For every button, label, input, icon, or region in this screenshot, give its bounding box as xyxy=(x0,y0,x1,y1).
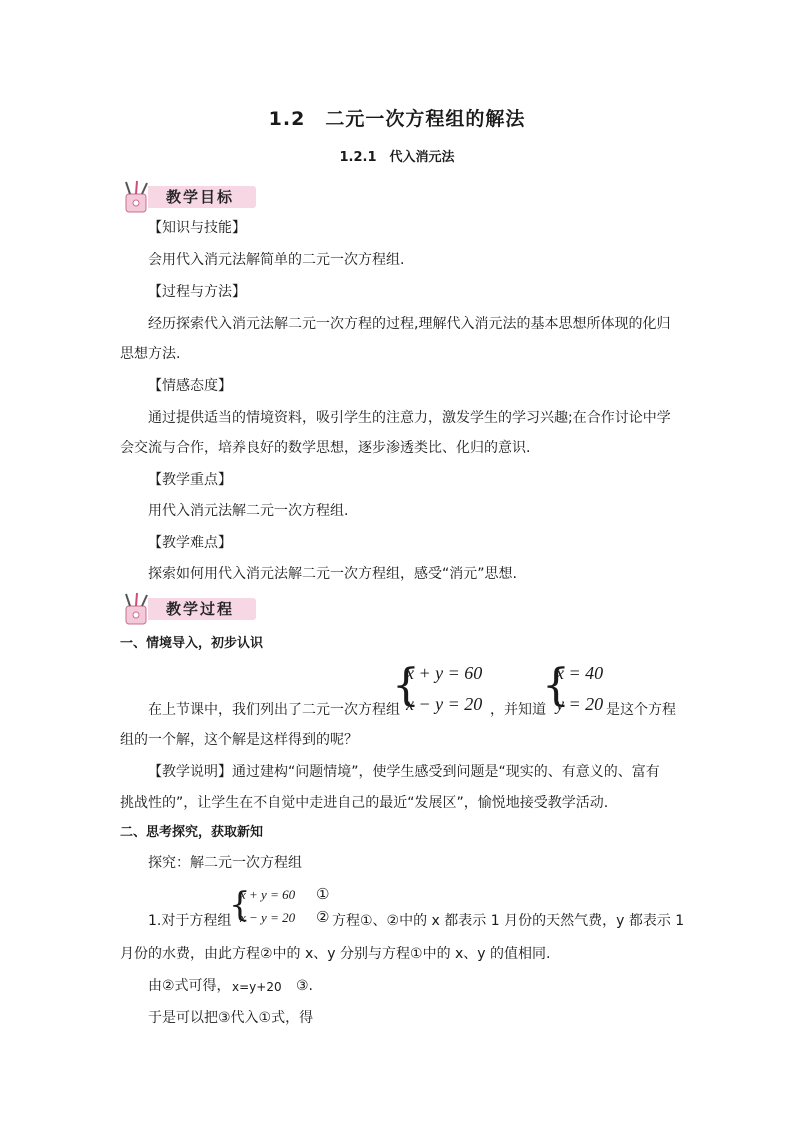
brace-system-2: { xyxy=(229,885,251,925)
section-2-heading: 二、思考探究，获取新知 xyxy=(120,825,264,840)
equation-system-2-line-2: x − y = 20 xyxy=(240,910,296,925)
attitude-text-1: 通过提供适当的情境资料，吸引学生的注意力，激发学生的学习兴趣;在合作讨论中学 xyxy=(148,410,671,426)
explore-title: 探究：解二元一次方程组 xyxy=(148,855,302,871)
item-1-text-line-2: 月份的水费，由此方程②中的 x、y 分别与方程①中的 x、y 的值相同. xyxy=(120,946,551,962)
brace-system-1: { xyxy=(392,660,420,711)
step-text-last: 于是可以把③代入①式，得 xyxy=(148,1010,314,1026)
section-1-heading: 一、情境导入，初步认识 xyxy=(120,636,264,651)
item-1-text-a: 1.对于方程组 xyxy=(148,913,232,929)
process-method-text-2: 思想方法. xyxy=(120,346,181,362)
difficulty-heading: 【教学难点】 xyxy=(148,535,232,551)
key-point-text: 用代入消元法解二元一次方程组. xyxy=(148,503,349,519)
attitude-text-2: 会交流与合作，培养良好的数学思想，逐步渗透类比、化归的意识. xyxy=(120,440,531,456)
equation-marker-2: ② xyxy=(316,908,330,926)
intro-text-b: ，并知道 xyxy=(490,702,546,718)
teaching-note-2: 挑战性的”，让学生在不自觉中走进自己的最近“发展区”，愉悦地接受教学活动. xyxy=(120,795,609,811)
brace-solution: { xyxy=(542,660,570,711)
solution-line-1: x = 40 xyxy=(556,663,604,683)
step-marker-3: ③. xyxy=(296,978,314,994)
page-subtitle: 1.2.1 代入消元法 xyxy=(339,150,455,165)
section-label-goals: 教学目标 xyxy=(166,188,235,206)
solution-line-2: y = 20 xyxy=(556,694,604,714)
knowledge-text: 会用代入消元法解简单的二元一次方程组. xyxy=(148,252,405,268)
equation-system-2-line-1: x + y = 60 xyxy=(240,887,296,902)
attitude-heading: 【情感态度】 xyxy=(148,378,232,394)
intro-text-a: 在上节课中，我们列出了二元一次方程组 xyxy=(148,702,400,718)
intro-text-line-2: 组的一个解，这个解是这样得到的呢？ xyxy=(120,732,358,748)
process-method-text-1: 经历探索代入消元法解二元一次方程的过程,理解代入消元法的基本思想所体现的化归 xyxy=(148,316,671,332)
equation-marker-1: ① xyxy=(316,885,330,903)
equation-system-1-line-2: x − y = 20 xyxy=(406,694,483,714)
intro-text-c: 是这个方程 xyxy=(606,702,676,718)
process-method-heading: 【过程与方法】 xyxy=(148,284,246,300)
section-badge-goals xyxy=(118,180,258,214)
section-badge-process xyxy=(118,592,258,626)
section-label-process: 教学过程 xyxy=(166,600,235,618)
step-expression: x=y+20 xyxy=(232,980,282,994)
teaching-note-1: 【教学说明】通过建构“问题情境”，使学生感受到问题是“现实的、有意义的、富有 xyxy=(148,764,660,780)
knowledge-heading: 【知识与技能】 xyxy=(148,220,246,236)
key-point-heading: 【教学重点】 xyxy=(148,472,232,488)
equation-system-1-line-1: x + y = 60 xyxy=(406,663,483,683)
page-title: 1.2 二元一次方程组的解法 xyxy=(268,108,526,130)
item-1-text-b: 方程①、②中的 x 都表示 1 月份的天然气费，y 都表示 1 xyxy=(332,913,685,929)
step-text-a: 由②式可得， xyxy=(148,978,231,994)
difficulty-text: 探索如何用代入消元法解二元一次方程组，感受“消元”思想. xyxy=(148,566,517,582)
